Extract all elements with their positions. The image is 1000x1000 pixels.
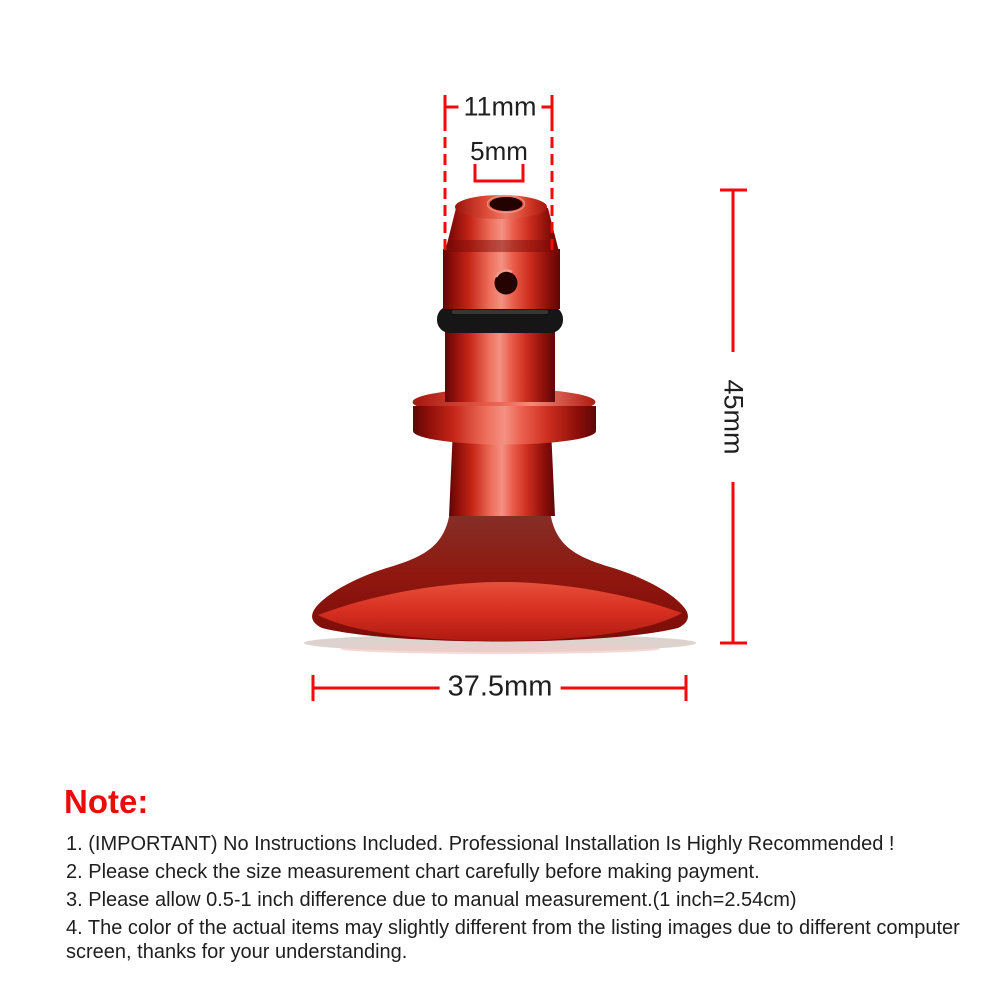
dim-label-top-outer: 11mm — [458, 94, 541, 121]
top-hole — [490, 197, 523, 211]
dim-label-top-hole: 5mm — [470, 136, 528, 166]
base-reflection — [340, 644, 660, 654]
note-section — [66, 830, 960, 966]
o-ring-highlight — [452, 310, 548, 314]
mid-cylinder — [445, 330, 555, 402]
note-heading: Note: — [64, 783, 149, 820]
dim-label-base-width: 37.5mm — [440, 673, 561, 702]
note-line-4-continued: screen, thanks for your understanding. — [66, 941, 408, 963]
note-line-3: 3. Please allow 0.5-1 inch difference due to manual measurement.(1 inch=2.54cm) — [66, 889, 797, 911]
flange-rim — [413, 406, 596, 445]
product-photo — [304, 195, 696, 654]
cone-base-band — [445, 240, 559, 252]
dim-label-height: 45mm — [720, 373, 747, 460]
note-line-1: 1. (IMPORTANT) No Instructions Included. Professional Installation Is Highly Recommended ! — [66, 833, 895, 855]
note-line-2: 2. Please check the size measurement chart carefully before making payment. — [66, 861, 760, 883]
dim-line-top-hole — [475, 164, 523, 181]
note-line-4: 4. The color of the actual items may slightly different from the listing images due to different computer — [66, 917, 960, 939]
